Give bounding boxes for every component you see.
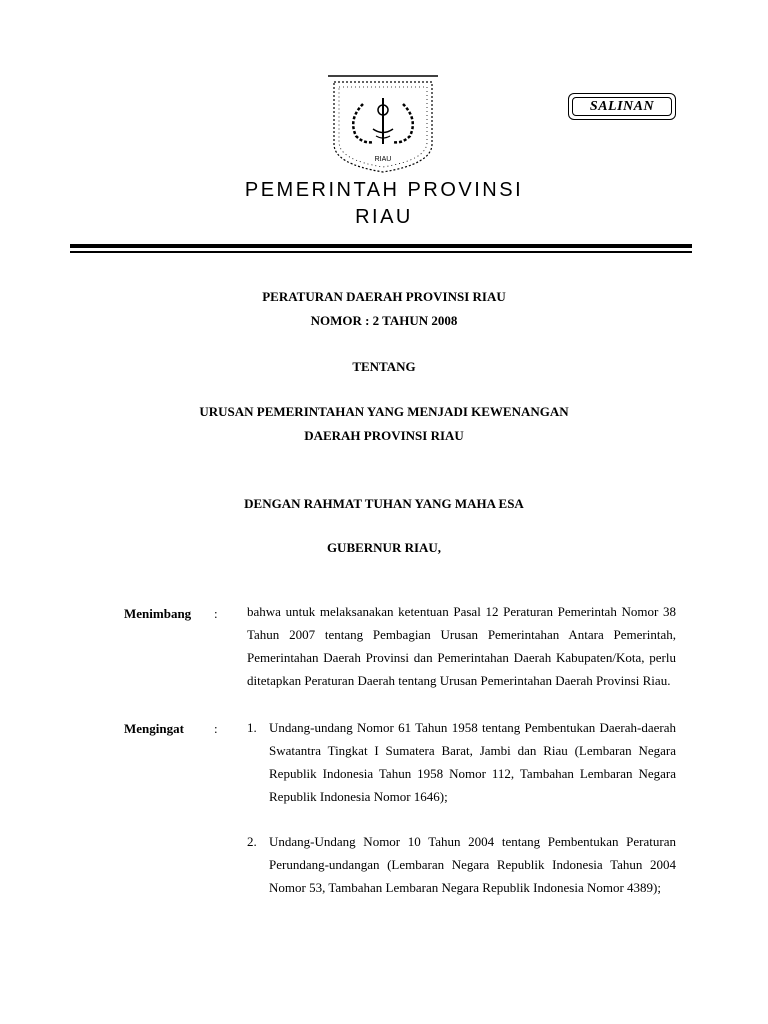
regulation-title: PERATURAN DAERAH PROVINSI RIAU (262, 289, 506, 304)
menimbang-colon: : (214, 606, 218, 621)
menimbang-label: Menimbang (124, 606, 192, 621)
menimbang-text: bahwa untuk melaksanakan ketentuan Pasal 12 Peraturan Pemerintah Nomor 38 Tahun 2007 tentang Pembagian Urusan Pemerintahan Antara Pemerintah, Pemerintahan Daerah Provinsi dan Pemerintahan Daerah Kabupaten/Kota, perlu ditetapkan Peraturan Daerah tentang Urusan Pemerintahan Daerah Provinsi Riau. (247, 604, 676, 688)
mengingat-colon: : (214, 721, 218, 736)
about-heading: TENTANG (352, 359, 416, 374)
list-item-text: Undang-Undang Nomor 10 Tahun 2004 tentang Pembentukan Peraturan Perundang-undangan (Lembaran Negara Republik Indonesia Tahun 2004 Nomor 53, Tambahan Lembaran Negara Republik Indonesia Nomor 4389); (269, 834, 676, 895)
list-item-text: Undang-undang Nomor 61 Tahun 1958 tentang Pembentukan Daerah-daerah Swatantra Tingkat I Sumatera Barat, Jambi dan Riau (Lembaran Negara Republik Indonesia Tahun 1958 Nomor 112, Tambahan Lembaran Negara Republik Indonesia Nomor 1646); (269, 720, 676, 804)
svg-text:RIAU: RIAU (374, 156, 392, 163)
province-emblem-icon (328, 74, 438, 174)
regulation-number: NOMOR : 2 TAHUN 2008 (310, 313, 458, 328)
salinan-stamp (568, 93, 676, 120)
list-item-number: 2. (247, 834, 257, 849)
government-title-line1: PEMERINTAH PROVINSI (244, 179, 524, 201)
header-divider-thin (70, 251, 692, 253)
list-item-number: 1. (247, 720, 257, 735)
government-title-line2: RIAU (355, 206, 413, 228)
subject-line2: DAERAH PROVINSI RIAU (304, 428, 464, 443)
governor-line: GUBERNUR RIAU, (326, 540, 442, 555)
blessing-line: DENGAN RAHMAT TUHAN YANG MAHA ESA (244, 496, 524, 511)
stamp-label: SALINAN (589, 98, 655, 114)
mengingat-label: Mengingat (124, 721, 184, 736)
header-divider-thick (70, 244, 692, 248)
subject-line1: URUSAN PEMERINTAHAN YANG MENJADI KEWENANGAN (199, 404, 569, 419)
